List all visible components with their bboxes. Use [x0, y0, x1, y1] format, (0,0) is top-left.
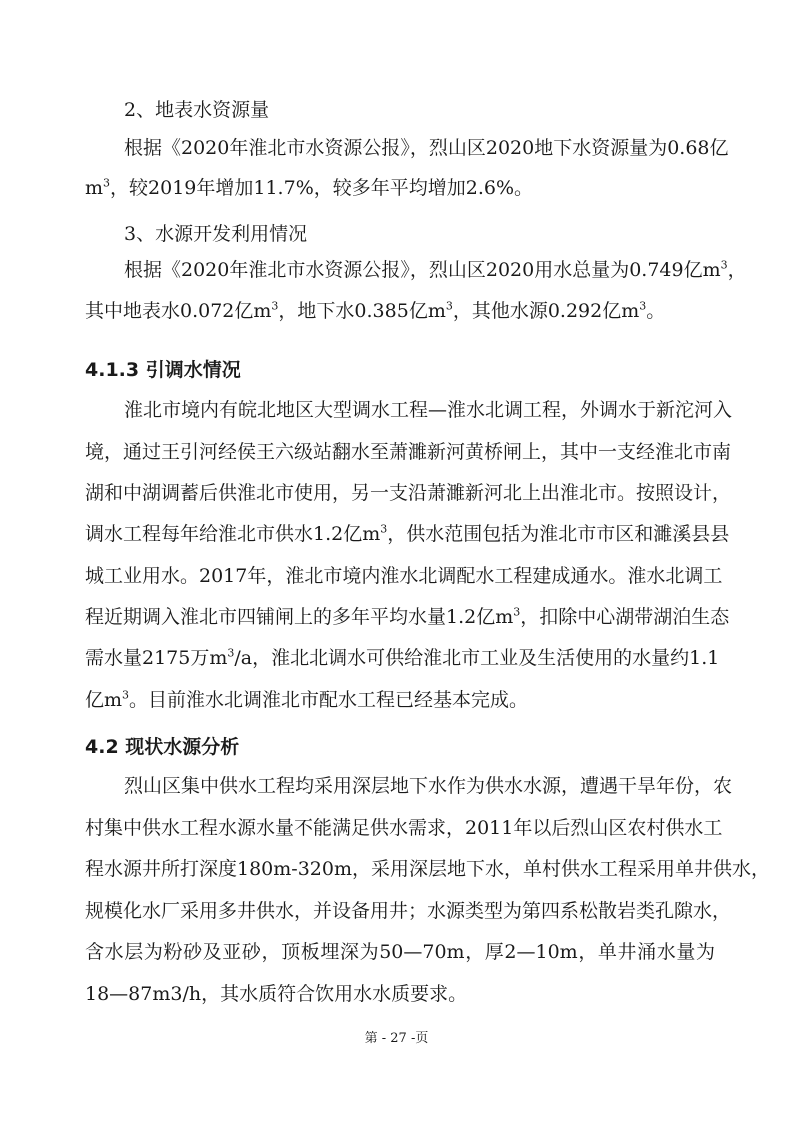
paragraph-line: 程近期调入淮北市四铺闸上的多年平均水量1.2亿$m^3$，扣除中心湖带湖泊生态	[85, 605, 730, 628]
section-2-title: 2、地表水资源量	[124, 99, 270, 121]
paragraph-line: 湖和中湖调蓄后供淮北市使用，另一支沿萧濉新河北上出淮北市。按照设计，	[85, 482, 732, 504]
paragraph-line: 18—87m3/h，其水质符合饮用水水质要求。	[85, 983, 468, 1005]
heading-4-2: 4.2 现状水源分析	[85, 736, 240, 758]
paragraph-line: 规模化水厂采用多井供水，并设备用井；水源类型为第四系松散岩类孔隙水，	[85, 900, 732, 922]
paragraph-line: 程水源井所打深度180m-320m，采用深层地下水，单村供水工程采用单井供水，	[85, 858, 770, 880]
section-3-title: 3、水源开发利用情况	[124, 223, 308, 245]
paragraph-line: 含水层为粉砂及亚砂，顶板埋深为50—70m，厚2—10m，单井涌水量为	[85, 941, 715, 963]
paragraph-line: 境，通过王引河经侯王六级站翻水至萧濉新河黄桥闸上，其中一支经淮北市南	[85, 441, 732, 463]
paragraph-line: 淮北市境内有皖北地区大型调水工程—淮水北调工程，外调水于新沱河入	[124, 399, 733, 421]
paragraph-line: 烈山区集中供水工程均采用深层地下水作为供水水源，遭遇干旱年份，农	[124, 775, 733, 797]
paragraph-line: 需水量2175万$m^3/a$，淮北北调水可供给淮北市工业及生活使用的水量约1.1	[85, 646, 720, 669]
paragraph-line: 城工业用水。2017年，淮北市境内淮水北调配水工程建成通水。淮水北调工	[85, 565, 723, 587]
paragraph-line: $m^3$，较2019年增加11.7%，较多年平均增加2.6%。	[85, 176, 534, 199]
paragraph-line: 根据《2020年淮北市水资源公报》，烈山区2020用水总量为0.749亿$m^3$，	[124, 258, 747, 281]
paragraph-line: 调水工程每年给淮北市供水1.2亿$m^3$，供水范围包括为淮北市市区和濉溪县县	[85, 522, 730, 545]
paragraph-line: 村集中供水工程水源水量不能满足供水需求，2011年以后烈山区农村供水工	[85, 817, 723, 839]
paragraph-line: 亿$m^3$。目前淮水北调淮北市配水工程已经基本完成。	[85, 688, 529, 711]
paragraph-line: 其中地表水0.072亿$m^3$，地下水0.385亿$m^3$，其他水源0.292亿$m^3$。	[85, 299, 666, 322]
page-number: 第 - 27 -页	[364, 1031, 429, 1046]
paragraph-line: 根据《2020年淮北市水资源公报》，烈山区2020地下水资源量为0.68亿	[124, 137, 729, 159]
heading-4-1-3: 4.1.3 引调水情况	[85, 359, 241, 381]
